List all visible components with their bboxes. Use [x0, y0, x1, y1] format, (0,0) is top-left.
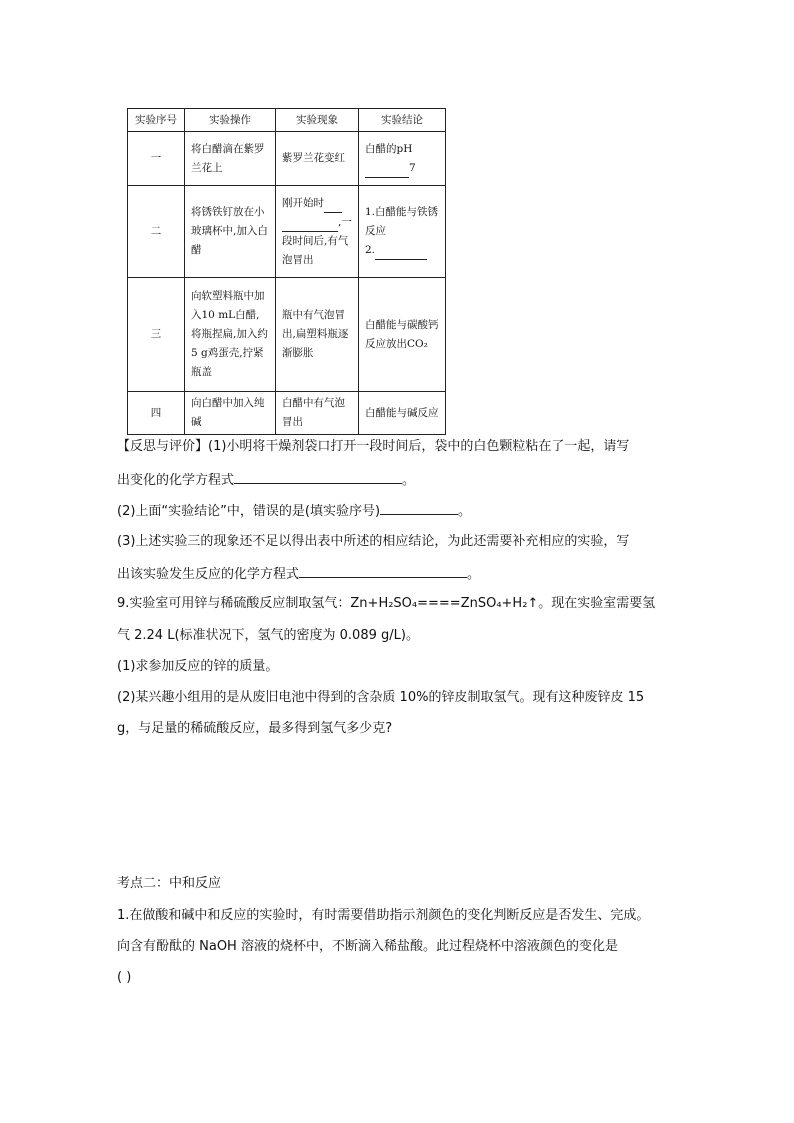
question-3-line-2: [117, 563, 677, 585]
question-text: 出该实验发生反应的化学方程式: [117, 567, 300, 582]
answer-blank: [375, 245, 427, 260]
answer-blank: [365, 163, 409, 178]
table-header-row: [128, 109, 446, 132]
table-cell: 白醋中有气泡冒出: [276, 392, 359, 435]
question-9-line-1: 9.实验室可用锌与稀硫酸反应制取氢气：Zn+H₂SO₄====ZnSO₄+H₂↑。现在实验室需要氢: [117, 596, 656, 611]
question-text: 。: [467, 567, 481, 582]
question-3-line-1: (3)上述实验三的现象还不足以得出表中所述的相应结论，为此还需要补充相应的实验，写: [117, 534, 630, 549]
table-cell: 一: [128, 132, 185, 186]
table-row: [128, 392, 446, 435]
reflection-line-2: [117, 469, 677, 491]
conclusion-text: 白醋的pH: [365, 142, 413, 155]
conclusion-text: 7: [409, 161, 416, 174]
table-cell: 四: [128, 392, 185, 435]
experiment-table: [127, 108, 446, 435]
table-header-cell: 实验序号: [128, 109, 185, 132]
answer-blank: [299, 563, 467, 578]
answer-parentheses: ( ): [117, 970, 132, 985]
question-text: 出变化的化学方程式: [117, 473, 235, 488]
question-9-part-2-line-1: (2)某兴趣小组用的是从废旧电池中得到的含杂质 10%的锌皮制取氢气。现有这种废锌皮 15: [117, 690, 645, 705]
question-9-part-1: (1)求参加反应的锌的质量。: [117, 659, 279, 674]
question-9-line-2: 气 2.24 L(标准状况下，氢气的密度为 0.089 g/L)。: [117, 628, 419, 643]
question-text: 。: [458, 504, 472, 519]
table-cell: [359, 132, 446, 186]
answer-blank: [324, 198, 342, 213]
table-cell: 向白醋中加入纯碱: [185, 392, 276, 435]
table-header-cell: 实验操作: [185, 109, 276, 132]
question-text: (2)上面“实验结论”中，错误的是(填实验序号): [117, 504, 381, 519]
question-9-part-2-line-2: g，与足量的稀硫酸反应，最多得到氢气多少克?: [117, 721, 393, 736]
table-cell: 将锈铁钉放在小玻璃杯中,加入白醋: [185, 186, 276, 278]
table-row: [128, 132, 446, 186]
table-header-cell: 实验现象: [276, 109, 359, 132]
phenomenon-text: 刚开始时: [282, 196, 324, 209]
neutralization-q1-line-2: 向含有酚酞的 NaOH 溶液的烧杯中，不断滴入稀盐酸。此过程烧杯中溶液颜色的变化是: [117, 939, 618, 954]
conclusion-text: 1.白醋能与铁锈反应: [365, 206, 439, 237]
table-cell: 将白醋滴在紫罗兰花上: [185, 132, 276, 186]
table-cell: 白醋能与碳酸钙反应放出CO₂: [359, 278, 446, 392]
table-cell: [276, 186, 359, 278]
table-cell: 二: [128, 186, 185, 278]
answer-blank: [380, 500, 458, 515]
table-row: [128, 186, 446, 278]
reflection-line-1: 【反思与评价】(1)小明将干燥剂袋口打开一段时间后，袋中的白色颗粒粘在了一起，请写: [117, 439, 630, 454]
neutralization-q1-line-1: 1.在做酸和碱中和反应的实验时，有时需要借助指示剂颜色的变化判断反应是否发生、完成。: [117, 908, 650, 923]
question-2: [117, 500, 677, 522]
phenomenon-text: ,一段时间后,有气泡冒出: [282, 215, 352, 266]
answer-blank: [282, 217, 338, 232]
section-heading: 考点二：中和反应: [117, 876, 222, 891]
table-cell: 向软塑料瓶中加入10 mL白醋,将瓶捏扁,加入约5 g鸡蛋壳,拧紧瓶盖: [185, 278, 276, 392]
table-cell: 瓶中有气泡冒出,扁塑料瓶逐渐膨胀: [276, 278, 359, 392]
table-cell: 紫罗兰花变红: [276, 132, 359, 186]
conclusion-text: 2.: [365, 244, 376, 256]
table-cell: 白醋能与碱反应: [359, 392, 446, 435]
table-cell: 三: [128, 278, 185, 392]
question-text: 。: [402, 473, 416, 488]
table-row: [128, 278, 446, 392]
table-header-cell: 实验结论: [359, 109, 446, 132]
answer-blank: [234, 469, 402, 484]
table-cell: [359, 186, 446, 278]
